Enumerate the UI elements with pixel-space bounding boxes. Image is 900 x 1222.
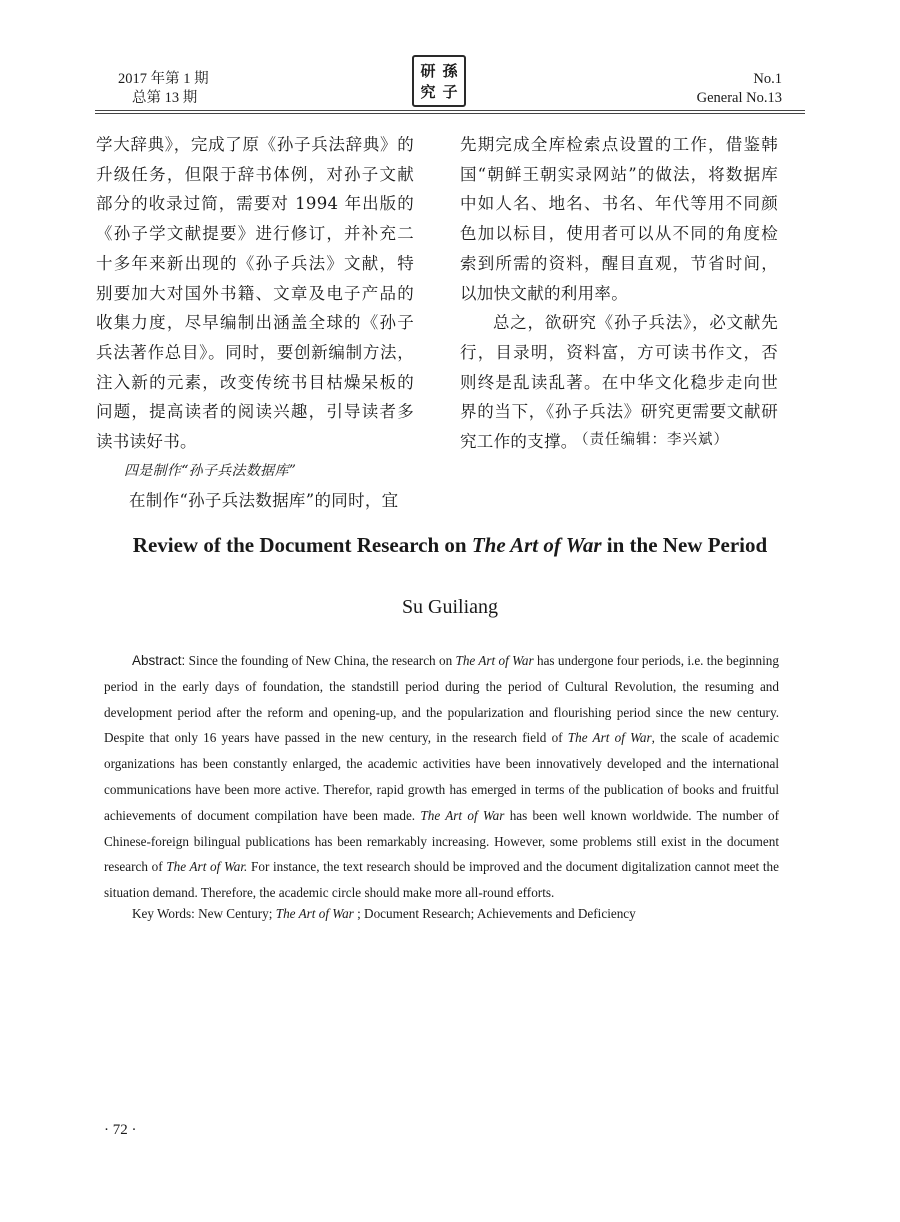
english-keywords: Key Words: New Century; The Art of War ; Document Research; Achievements and Deficiency	[132, 906, 636, 921]
header-rule	[95, 110, 805, 111]
page-number: · 72 ·	[104, 1122, 137, 1138]
body-paragraph: 先期完成全库检索点设置的工作，借鉴韩国“朝鲜王朝实录网站”的做法，将数据库中如人名、地名、书名、年代等用不同颜色加以标目，使用者可以从不同的角度检索到所需的资料，醒目直观，节省时间，以加快文献的利用率。	[460, 135, 778, 303]
body-paragraph: 学大辞典》，完成了原《孙子兵法辞典》的升级任务，但限于辞书体例，对孙子文献部分的收录过简，需要对 1994 年出版的《孙子学文献提要》进行修订，并补充二十多年来新出现的《孙子兵法》文献，特别要加大对国外书籍、文章及电子产品的收集力度，尽早编制出涵盖全球的《孙子兵法著作总目》。同时，要创新编制方法，注入新的元素，改变传统书目枯燥呆板的问题，提高读者的阅读兴趣，引导读者多读书读好书。	[96, 135, 414, 452]
logo-char-2: 孫	[442, 61, 458, 80]
logo-char-1: 研	[420, 61, 436, 80]
issue-no: No.1	[753, 71, 782, 87]
logo-char-3: 究	[420, 82, 436, 101]
logo-char-4: 子	[442, 82, 458, 101]
english-author: Su Guiliang	[401, 596, 499, 618]
abstract-label: Abstract:	[132, 653, 186, 668]
title-italic: The Art of War	[471, 533, 602, 557]
general-no: General No.13	[696, 90, 782, 106]
issue-total-number: 总第 13 期	[132, 90, 198, 106]
responsible-editor: （责任编辑：李兴斌）	[574, 432, 729, 448]
body-paragraph: 总之，欲研究《孙子兵法》，必文献先行，目录明，资料富，方可读书作文，否则终是乱读乱著。在中华文化稳步走向世界的当下，《孙子兵法》研究更需要文献研究工作的支撑。	[460, 313, 778, 452]
header-issue-cn	[118, 70, 209, 108]
body-paragraph: 在制作“孙子兵法数据库”的同时，宜	[129, 491, 399, 511]
english-abstract: Abstract: Since the founding of New China, the research on The Art of War has undergone four periods, i.e. the beginning period in the early days of foundation, the standstill period during the period of Cultural Revolution, the resuming and development period after the reform and opening-up, and the popularization and flourishing period since the new century. Despite that only 16 years have passed in the new century, in the research field of The Art of War, the scale of academic organizations has been constantly enlarged, the academic activities have been innovatively developed and the international communications have been more active. Therefor, rapid growth has emerged in terms of the publication of books and fruitful achievements of document compilation have been made. The Art of War has been well known worldwide. The number of Chinese-foreign bilingual publications has been remarkably increasing. However, some problems still exist in the document research of The Art of War. For instance, the text research should be improved and the document digitalization cannot meet the situation demand. Therefore, the academic circle should make more all-round efforts.	[104, 653, 780, 901]
body-column-left	[96, 130, 414, 516]
english-title: Review of the Document Research on The Art of War in the New Period	[132, 533, 768, 557]
body-column-right	[460, 130, 778, 457]
header-rule-double	[95, 113, 805, 114]
header-issue-en	[697, 70, 782, 108]
section-subheading: 四是制作“孙子兵法数据库”	[124, 462, 297, 479]
issue-year-number: 2017 年第 1 期	[118, 71, 209, 87]
journal-logo	[412, 55, 466, 107]
